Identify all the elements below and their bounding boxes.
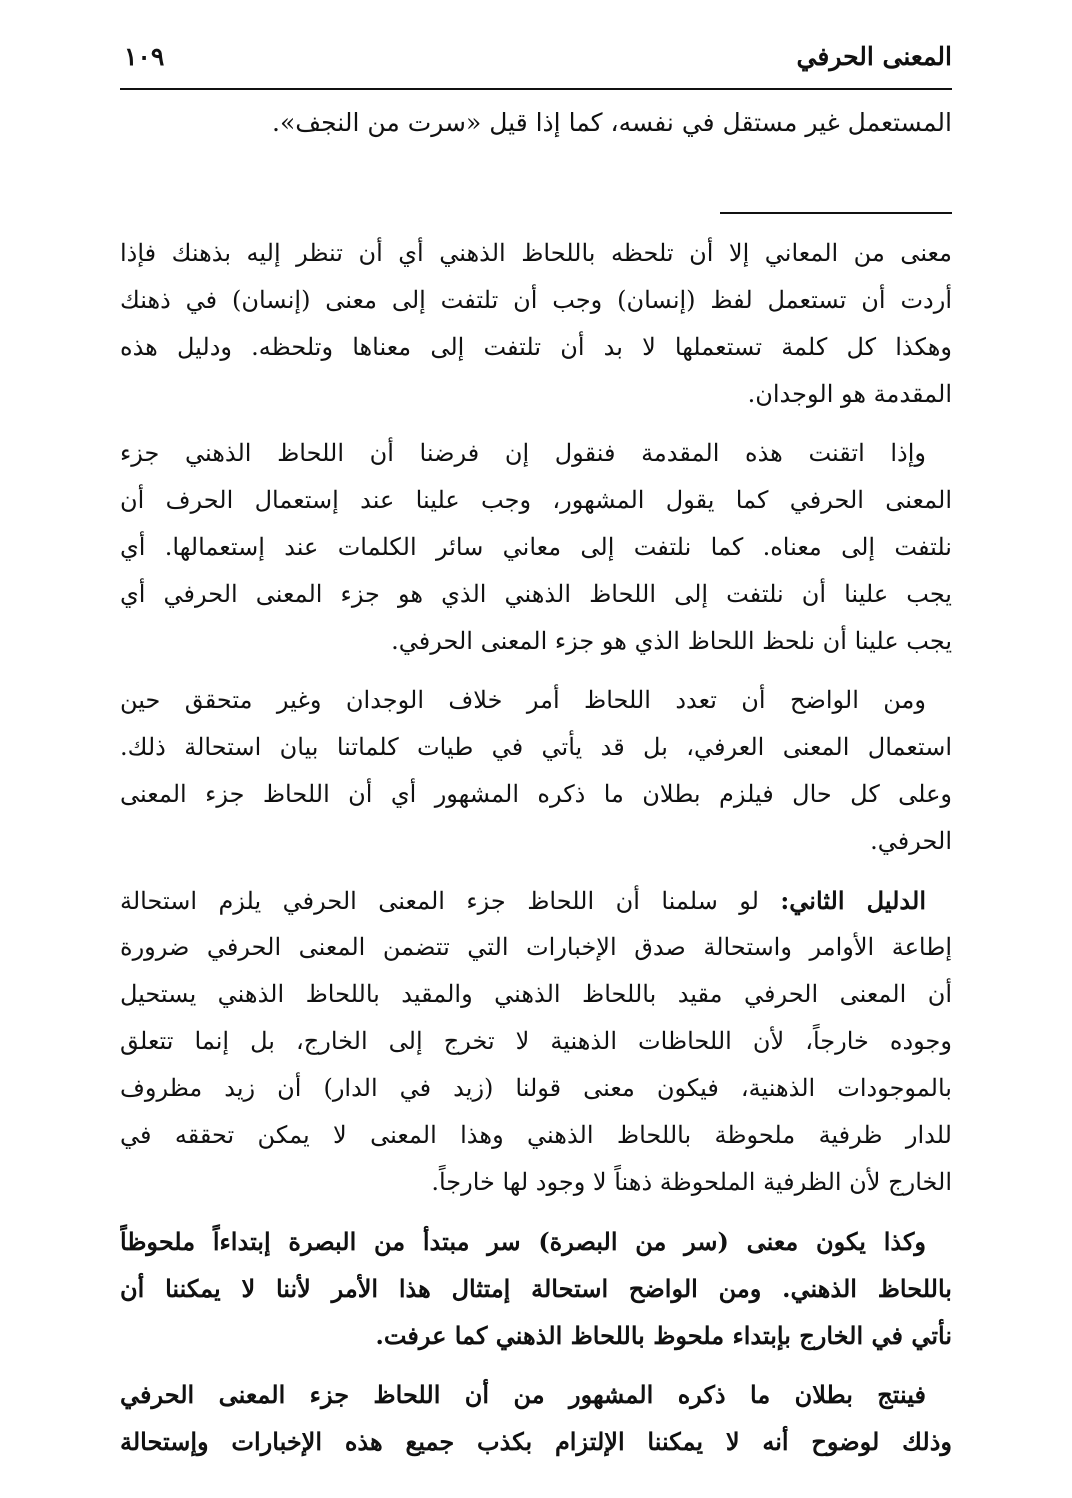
- paragraph-4: [120, 877, 952, 1206]
- running-header: [120, 36, 952, 90]
- text-line: وإذا اتقنت هذه المقدمة فنقول إن فرضنا أن اللحاظ الذهني جزء: [120, 439, 926, 467]
- text-line: استعمال المعنى العرفي، بل قد يأتي في طيات كلماتنا بيان استحالة ذلك.: [120, 733, 952, 761]
- chapter-title: المعنى الحرفي: [796, 42, 952, 71]
- text-line: المقدمة هو الوجدان.: [747, 380, 952, 408]
- text-line: فينتج بطلان ما ذكره المشهور من أن اللحاظ جزء المعنى الحرفي: [120, 1380, 926, 1409]
- intro-line: المستعمل غير مستقل في نفسه، كما إذا قيل «سرت من النجف».: [272, 108, 952, 137]
- text-line: وهكذا كل كلمة تستعملها لا بد أن تلتفت إلى معناها وتلحظه. ودليل هذه: [120, 333, 952, 361]
- text-line: إطاعة الأوامر واستحالة صدق الإخبارات التي تتضمن المعنى الحرفي ضرورة: [120, 933, 952, 961]
- text-line: المعنى الحرفي كما يقول المشهور، وجب علينا عند إستعمال الحرف أن: [120, 486, 952, 514]
- text-line: بالموجودات الذهنية، فيكون معنى قولنا (زيد في الدار) أن زيد مظروف: [120, 1074, 952, 1102]
- text-line: يجب علينا أن نلحظ اللحاظ الذي هو جزء المعنى الحرفي.: [391, 627, 952, 655]
- paragraph-6: [120, 1371, 952, 1465]
- text-line: نلتفت إلى معناه. كما نلتفت إلى معاني سائر الكلمات عند إستعمالها. أي: [120, 533, 952, 561]
- text-line: وكذا يكون معنى (سر من البصرة) سر مبتدأ من البصرة إبتداءاً ملحوظاً: [120, 1227, 926, 1256]
- text-line: معنى من المعاني إلا أن تلحظه باللحاظ الذهني أي أن تنظر إليه بذهنك فإذا: [120, 239, 952, 267]
- text-line: أن المعنى الحرفي مقيد باللحاظ الذهني والمقيد باللحاظ الذهني يستحيل: [120, 980, 952, 1008]
- text-line: الخارج لأن الظرفية الملحوظة ذهناً لا وجود لها خارجاً.: [431, 1168, 952, 1196]
- paragraph-5: [120, 1218, 952, 1359]
- paragraph-1: [120, 230, 952, 418]
- lead-line-rest: لو سلمنا أن اللحاظ جزء المعنى الحرفي يلزم استحالة: [120, 887, 759, 915]
- text-line: ومن الواضح أن تعدد اللحاظ أمر خلاف الوجدان وغير متحقق حين: [120, 686, 926, 714]
- text-line: [120, 877, 952, 924]
- section-lead: الدليل الثاني:: [780, 886, 926, 915]
- text-line: للدار ظرفية ملحوظة باللحاظ الذهني وهذا المعنى لا يمكن تحققه في: [120, 1121, 952, 1149]
- text-line: يجب علينا أن نلتفت إلى اللحاظ الذهني الذي هو جزء المعنى الحرفي أي: [120, 580, 952, 608]
- body-text: [120, 230, 952, 1477]
- paragraph-3: [120, 677, 952, 865]
- text-line: وذلك لوضوح أنه لا يمكننا الإلتزام بكذب جميع هذه الإخبارات وإستحالة: [120, 1427, 952, 1456]
- text-line: الحرفي.: [870, 827, 952, 855]
- text-line: وعلى كل حال فيلزم بطلان ما ذكره المشهور أي أن اللحاظ جزء المعنى: [120, 780, 952, 808]
- footnote-separator: [720, 212, 952, 214]
- text-line: باللحاظ الذهني. ومن الواضح استحالة إمتثال هذا الأمر لأننا لا يمكننا أن: [120, 1274, 952, 1303]
- text-line: وجوده خارجاً، لأن اللحاظات الذهنية لا تخرج إلى الخارج، بل إنما تتعلق: [120, 1027, 952, 1055]
- page-number: ١٠٩: [124, 42, 165, 71]
- text-line: أردت أن تستعمل لفظ (إنسان) وجب أن تلتفت إلى معنى (إنسان) في ذهنك: [120, 286, 952, 314]
- text-line: نأتي في الخارج بإبتداء ملحوظ باللحاظ الذهني كما عرفت.: [375, 1321, 952, 1350]
- paragraph-2: [120, 430, 952, 665]
